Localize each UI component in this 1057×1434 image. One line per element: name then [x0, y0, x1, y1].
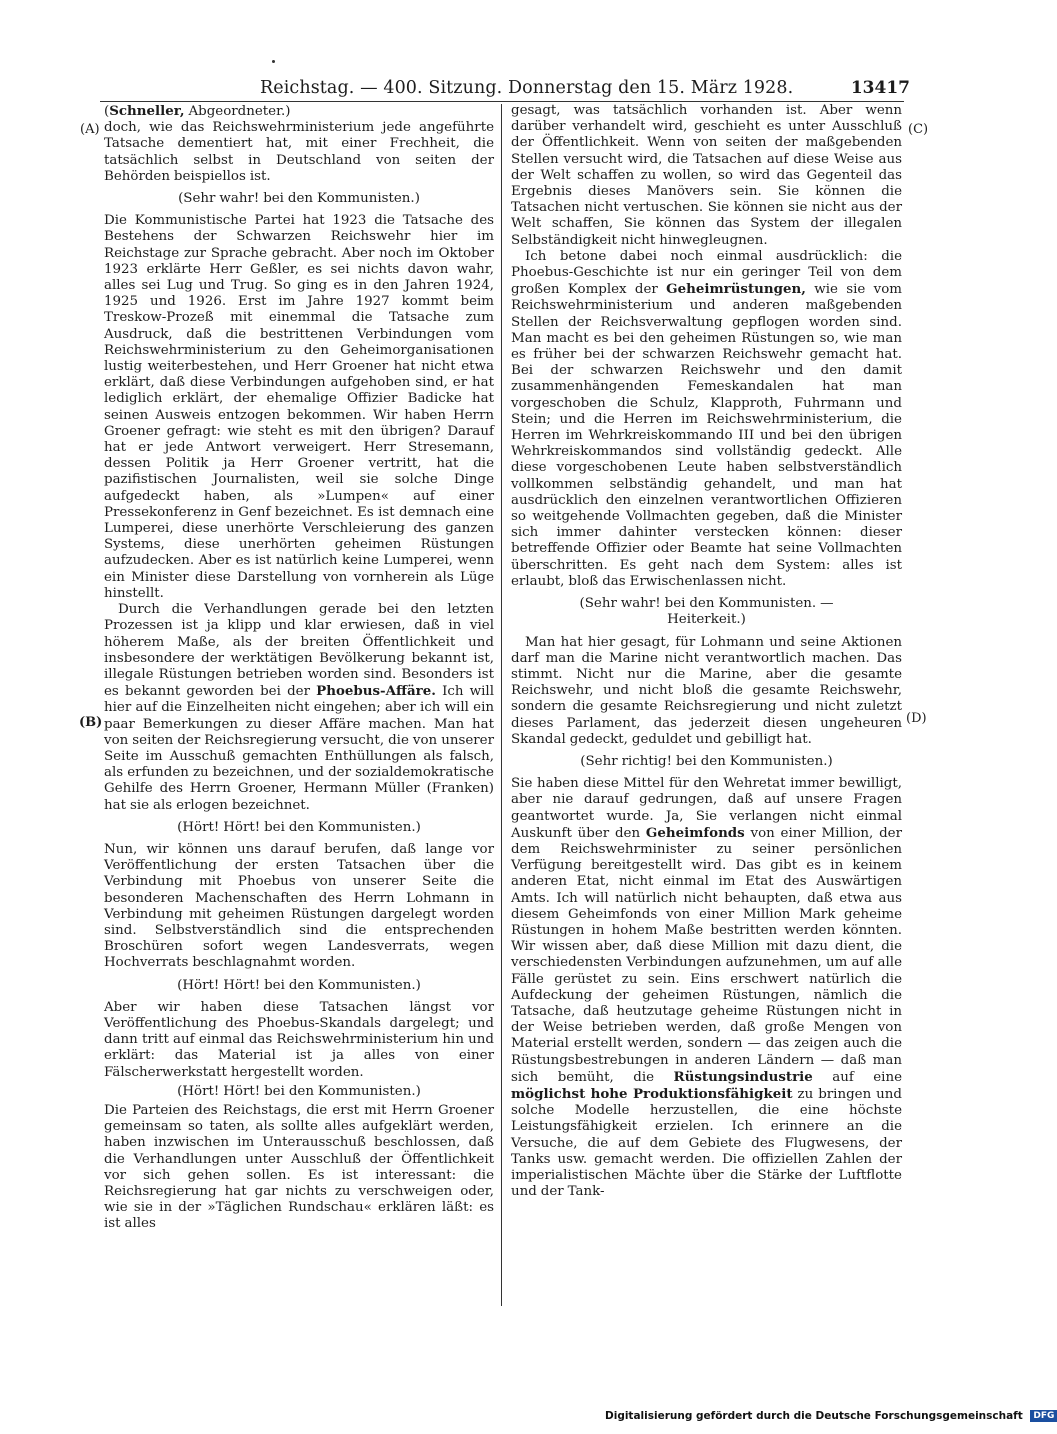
margin-mark-a: (A): [80, 122, 100, 137]
speaker-name: Schneller,: [109, 103, 185, 119]
header-title: Reichstag. — 400. Sitzung. Donnerstag den 15. März 1928.: [260, 78, 794, 98]
margin-mark-d: (D): [906, 711, 927, 726]
speaker-role: Abgeordneter.): [188, 104, 291, 119]
margin-mark-c: (C): [908, 122, 929, 137]
right-reaction-2: (Sehr richtig! bei den Kommunisten.): [580, 753, 833, 769]
right-reaction-1b: Heiterkeit.): [667, 612, 746, 628]
page-header: [250, 78, 910, 100]
right-paragraph-4-text-a: Sie haben diese Mittel für den Wehretat immer bewilligt, aber nie darauf gedrungen, daß auf unsere Fragen geantwortet wurde. Ja, Sie verlangen nicht einmal Auskunft über den: [511, 776, 902, 841]
left-paragraph-3-text-a: Durch die Verhandlungen gerade bei den letzten Prozessen ist ja klipp und klar erwiesen, daß in viel höherem Maße, als der breiten Öffentlichkeit und insbesondere der werktätigen Bevölkerung bekannt ist, illegale Rüstungen betrieben worden sind. Besonders ist es bekannt geworden bei der: [104, 602, 494, 700]
footer-text: Digitalisierung gefördert durch die Deutsche Forschungsgemeinschaft: [605, 1410, 1023, 1422]
left-paragraph-4: Nun, wir können uns darauf berufen, daß lange vor Veröffentlichung der ersten Tatsachen über die Verbindung mit Phoebus von unserer Seite die besonderen Machenschaften des Herrn Lohmann in Verbindung mit geheimen Rüstungen dargelegt worden sind. Selbstverständlich sind die entsprechenden Broschüren sofort wegen Landesverrats, wegen Hochverrats beschlagnahmt worden.: [104, 841, 494, 971]
header-rule: [100, 101, 904, 102]
left-paragraph-5: Aber wir haben diese Tatsachen längst vor Veröffentlichung des Phoebus-Skandals dargelegt; und dann tritt auf einmal das Reichswehrministerium hin und erklärt: das Material ist ja alles von einer Fälscherwerkstatt hergestellt worden.: [104, 999, 494, 1080]
left-paragraph-3-emphasis: Phoebus-Affäre.: [316, 683, 436, 700]
right-paragraph-4-text-d: zu bringen und solche Modelle herzustellen, die eine höchste Leistungsfähigkeit erzielen. Ich erinnere an die Versuche, die auf dem Gebiete des Flugwesens, der Tanks usw. gemacht werden. Die offiziellen Zahlen der imperialistischen Mächte über die Stärke der Luftflotte und der Tank-: [511, 1086, 903, 1200]
left-column: [104, 103, 494, 1233]
right-paragraph-2-text-a: Ich betone dabei noch einmal ausdrücklich: die Phoebus-Geschichte ist nur ein geringer Teil von dem großen Komplex der: [511, 248, 902, 298]
left-reaction-3: (Hört! Hört! bei den Kommunisten.): [177, 977, 421, 993]
digitization-credit: [605, 1410, 1055, 1428]
right-paragraph-4-text-c: auf eine: [812, 1069, 903, 1085]
left-paragraph-2: Die Kommunistische Partei hat 1923 die Tatsache des Bestehens der Schwarzen Reichswehr hier im Reichstage zur Sprache gebracht. Aber noch im Oktober 1923 erklärte Herr Geßler, es sei nichts davon wahr, alles sei Lug und Trug. So ging es in den Jahren 1924, 1925 und 1926. Erst im Jahre 1927 kommt beim Treskow-Prozeß mit einemmal die Tatsache zum Ausdruck, daß die bestrittenen Verbindungen vom Reichswehrministerium zu den Geheimorganisationen lustig weiterbestehen, und Herr Groener hat nicht etwa erklärt, daß diese Verbindungen aufgehoben sind, er hat lediglich erklärt, der ehemalige Offizier Badicke hat seinen Ausweis entzogen bekommen. Wir haben Herrn Groener gefragt: wie steht es mit den übrigen? Darauf hat er jede Antwort verweigert. Herr Stresemann, dessen Politik ja Herr Groener vertritt, hat die pazifistischen Journalisten, weil sie solche Dinge aufgedeckt haben, als »Lumpen« auf einer Pressekonferenz in Genf bezeichnet. Es ist demnach eine Lumperei, diese unerhörte Verschleierung des ganzen Systems, diese unerhörten geheimen Rüstungen aufzudecken. Aber es ist natürlich keine Lumperei, wenn ein Minister diese Darstellung von vornherein als Lüge hinstellt.: [104, 213, 494, 601]
scan-speck: [272, 60, 275, 63]
right-paragraph-4-emphasis-a: Geheimfonds: [645, 824, 745, 841]
right-paragraph-4: [511, 776, 902, 1200]
page-number: 13417: [850, 78, 910, 98]
left-paragraph-3: [104, 602, 494, 814]
right-paragraph-4-emphasis-b: Rüstungsindustrie: [673, 1068, 813, 1085]
column-divider: [501, 104, 502, 1306]
right-paragraph-2-emphasis: Geheimrüstungen,: [666, 281, 806, 298]
speaker-line: (Schneller, Abgeordneter.): [104, 103, 291, 119]
dfg-logo: DFG: [1030, 1410, 1057, 1422]
left-paragraph-1: doch, wie das Reichswehrministerium jede angeführte Tatsache dementiert hat, mit einer Frechheit, die tatsächlich selbst in Deutschland von seiten der Behörden beispiellos ist.: [104, 120, 494, 184]
margin-mark-b: (B): [79, 715, 103, 730]
right-paragraph-2-text-b: wie sie vom Reichswehrministerium und anderen maßgebenden Stellen der Reichsverwaltung gepflogen worden sind. Man macht es bei den geheimen Rüstungen so, wie man es früher bei der schwarzen Reichswehr gemacht hat. Bei der schwarzen Reichswehr und den damit zusammenhängenden Femeskandalen hat man vorgeschoben die Schulz, Klapproth, Fuhrmann und Stein; und die Herren im Reichswehrministerium, die Herren im Wehrkreiskommando III und bei den übrigen Wehrkreiskommandos sind vollständig gedeckt. Alle diese vorgeschobenen Leute haben selbstverständlich vollkommen selbständig gehandelt, und man hat ausdrücklich den einzelnen verantwortlichen Offizieren so weitgehende Vollmachten gegeben, daß die Minister sich immer dahinter verstecken können: dieser betreffende Offizier oder Beamte hat seine Vollmachten überschritten. Es geht nach dem System: alles ist erlaubt, bloß das Erwischenlassen nicht.: [511, 282, 902, 589]
right-paragraph-4-text-b: von einer Million, der dem Reichswehrminister zu seiner persönlichen Verfügung bereitgestellt wird. Das gibt es in keinem anderen Etat, nicht einmal im Etat des Auswärtigen Amts. Ich will natürlich nicht behaupten, daß etwa aus diesem Geheimfonds von einer Million Mark geheime Rüstungen in hohem Maße bestritten werden könnten. Wir wissen aber, daß diese Million mit dazu dient, die verschiedensten Verbindungen aufzunehmen, um auf alle Fälle gerüstet zu sein. Eins erschwert natürlich die Aufdeckung der geheimen Rüstungen, nämlich die Tatsache, daß heutzutage geheime Rüstungen nicht in der Weise betrieben werden, daß große Mengen von Material erstellt werden, sondern — das zeigen auch die Rüstungsbestrebungen in anderen Ländern — daß man sich bemüht, die: [511, 825, 902, 1085]
left-reaction-4: (Hört! Hört! bei den Kommunisten.): [177, 1083, 421, 1099]
right-reaction-1a: (Sehr wahr! bei den Kommunisten. —: [579, 596, 834, 612]
right-paragraph-3: Man hat hier gesagt, für Lohmann und seine Aktionen darf man die Marine nicht verantwortlich machen. Das stimmt. Nicht nur die Marine, aber die gesamte Reichswehr, und nicht bloß die gesamte Reichswehr, sondern die gesamte Reichsregierung und nicht zuletzt dieses Parlament, das jederzeit diesen ungeheuren Skandal gedeckt, geduldet und gebilligt hat.: [511, 634, 902, 747]
right-column: [511, 103, 902, 1200]
left-reaction-1: (Sehr wahr! bei den Kommunisten.): [178, 191, 420, 207]
right-paragraph-1: gesagt, was tatsächlich vorhanden ist. Aber wenn darüber verhandelt wird, geschieht es unter Ausschluß der Öffentlichkeit. Wenn von seiten der maßgebenden Stellen versucht wird, die Tatsachen auf diese Weise aus der Welt schaffen zu wollen, so wird das Gegenteil das Ergebnis dieses Manövers sein. Sie können die Tatsachen nicht vertuschen. Sie können sie nicht aus der Welt schaffen, Sie können das System der illegalen Selbständigkeit nicht hinwegleugnen.: [511, 103, 902, 248]
left-paragraph-6: Die Parteien des Reichstags, die erst mit Herrn Groener gemeinsam so taten, als sollte alles aufgeklärt werden, haben inzwischen im Unterausschuß beschlossen, daß die Verhandlungen unter Ausschluß der Öffentlichkeit vor sich gehen sollen. Es ist interessant: die Reichsregierung hat gar nichts zu verschweigen oder, wie sie in der »Täglichen Rundschau« erklären läßt: es ist alles: [104, 1102, 494, 1232]
left-paragraph-3-text-b: Ich will hier auf die Einzelheiten nicht eingehen; aber ich will ein paar Bemerkungen zu dieser Affäre machen. Man hat von seiten der Reichsregierung versucht, die von unserer Seite im Ausschuß gemachten Enthüllungen als falsch, als erfunden zu bezeichnen, und der sozialdemokratische Gehilfe des Herrn Groener, Hermann Müller (Franken) hat sie als erlogen bezeichnet.: [104, 684, 494, 813]
right-paragraph-2: [511, 249, 902, 590]
right-paragraph-4-emphasis-c: möglichst hohe Produktionsfähigkeit: [511, 1085, 793, 1102]
left-reaction-2: (Hört! Hört! bei den Kommunisten.): [177, 819, 421, 835]
